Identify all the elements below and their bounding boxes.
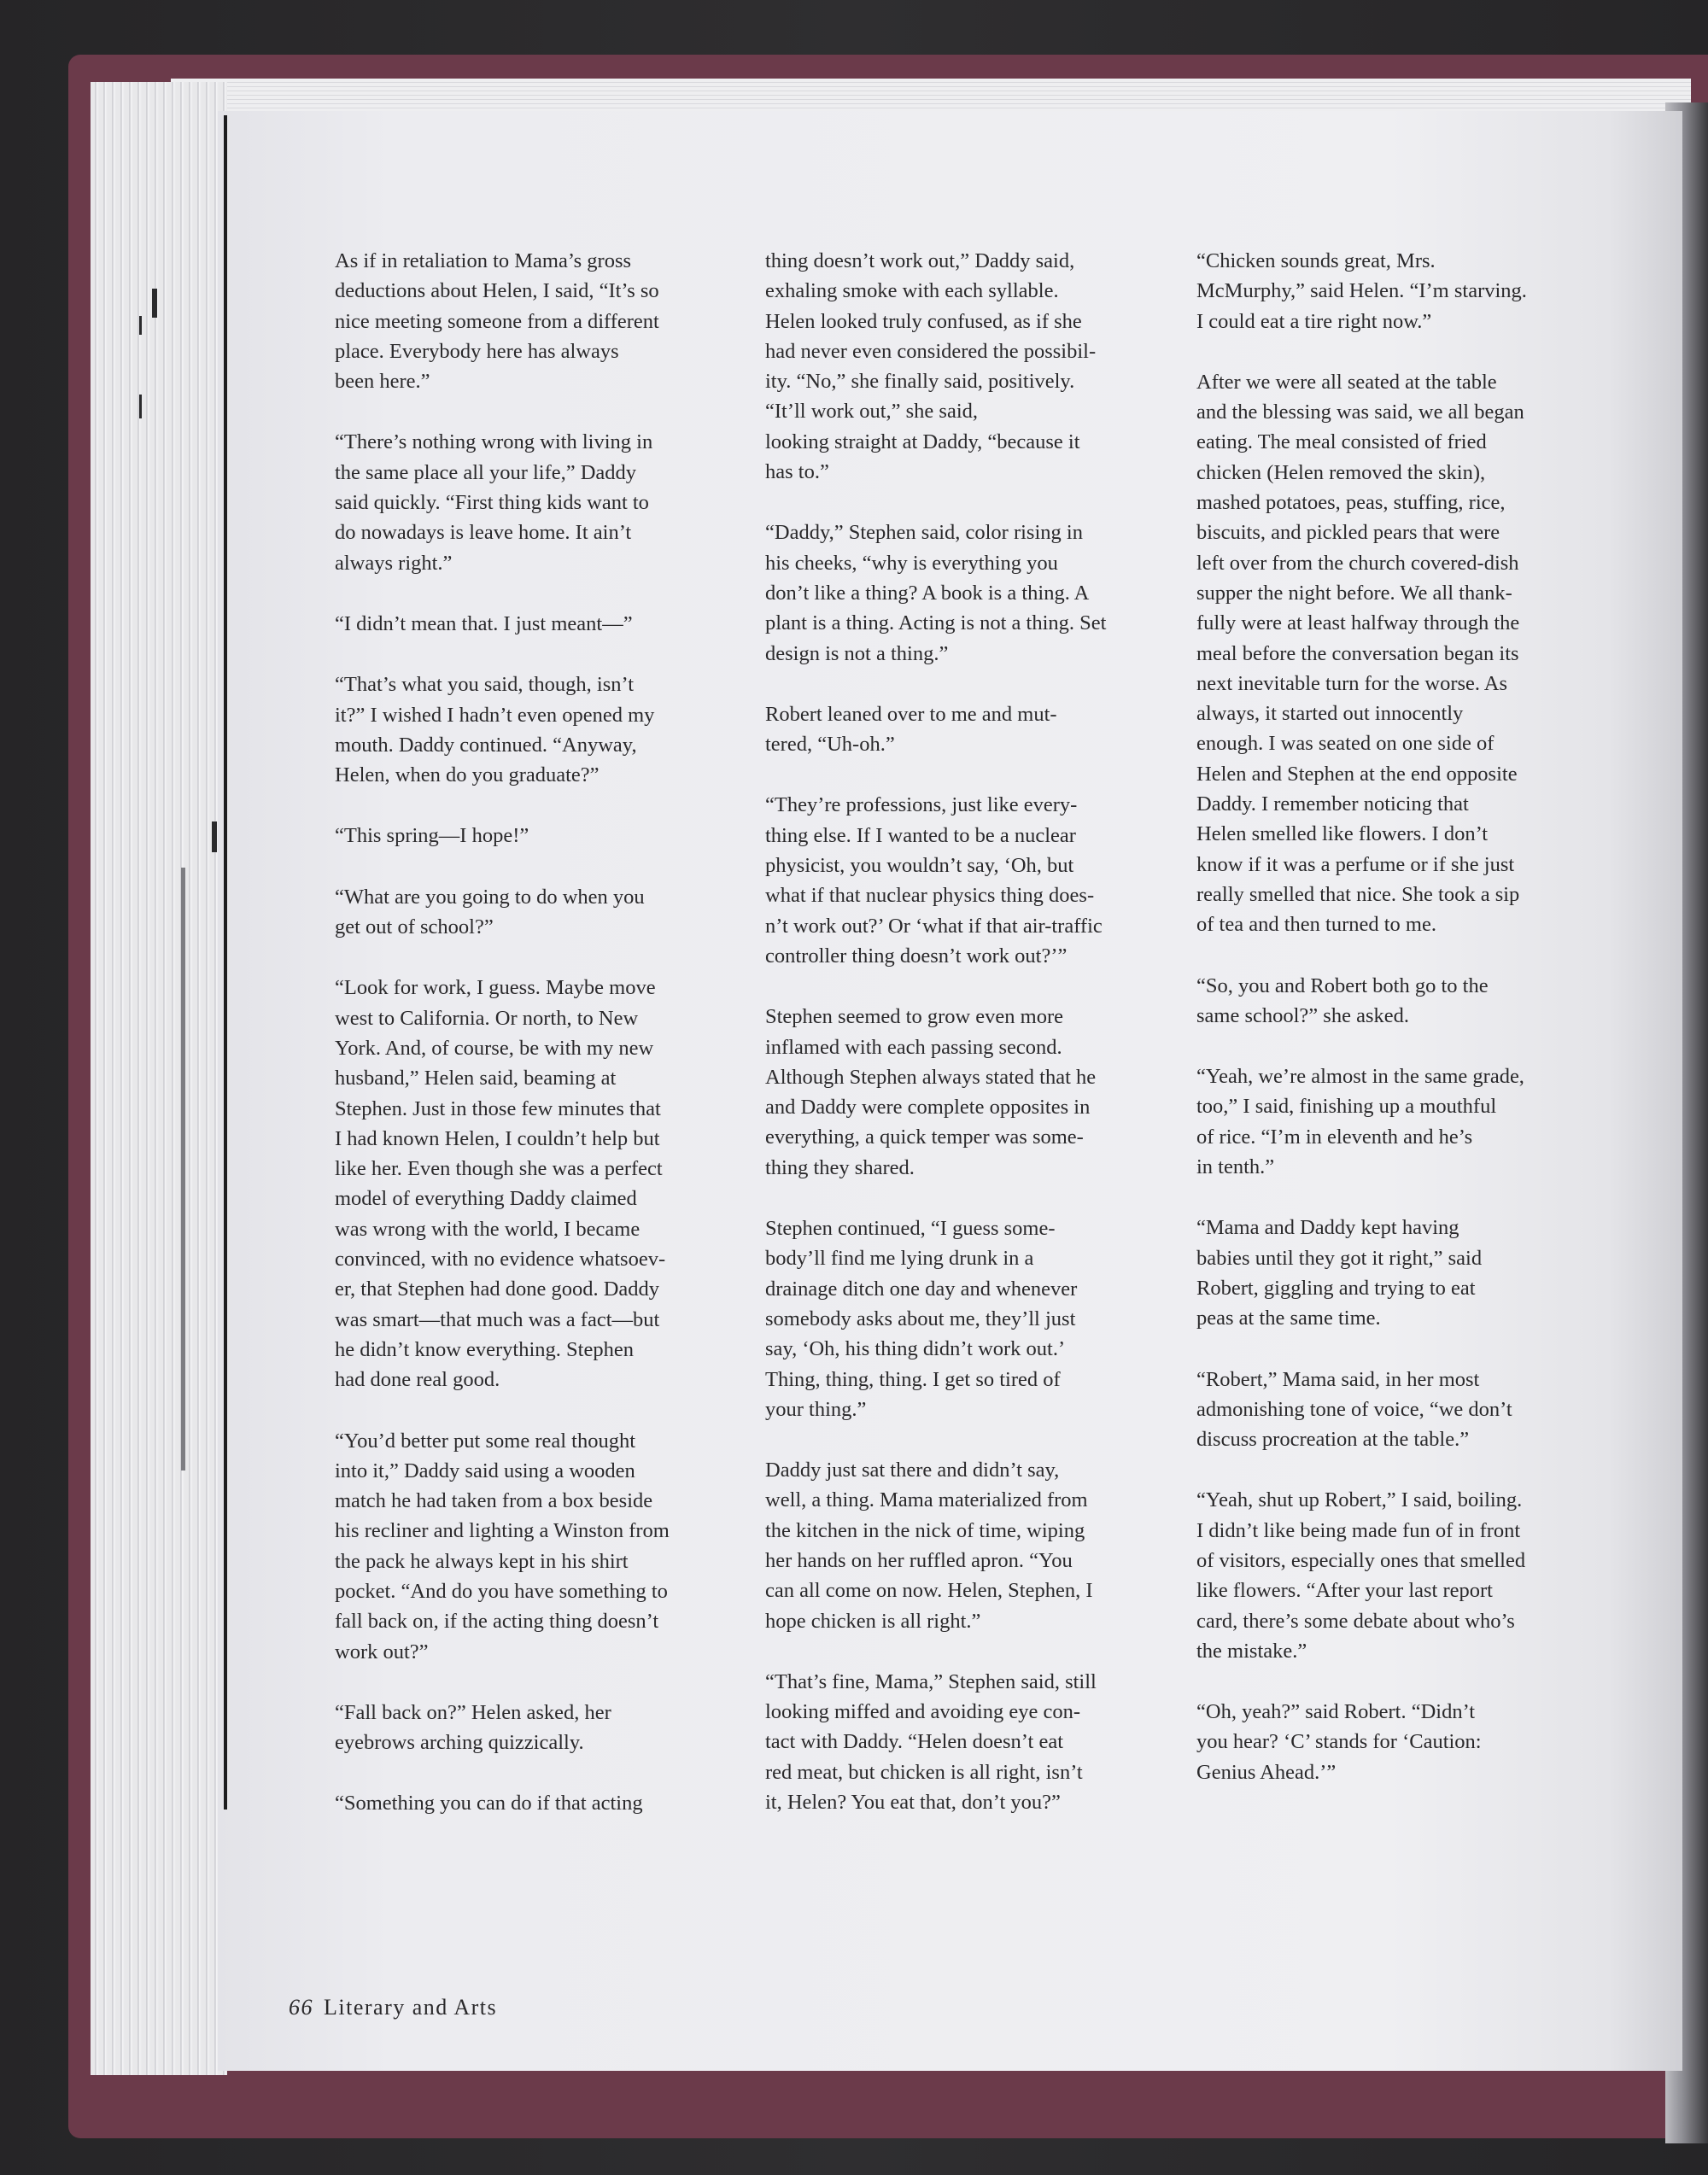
paragraph: Daddy just sat there and didn’t say, well, a thing. Mama materialized from the kitchen in the nick of time, wiping her hands on her ruffled apron. “You can all come on now. Helen, Stephen, I hope chicken is all right.”	[765, 1459, 1093, 1633]
paragraph: “Robert,” Mama said, in her most admonishing tone of voice, “we don’t discuss procreation at the table.”	[1196, 1367, 1512, 1452]
paragraph: “Something you can do if that acting	[335, 1792, 643, 1815]
paragraph: thing doesn’t work out,” Daddy said, exhaling smoke with each syllable. Helen looked truly confused, as if she had never even considered the possibil- ity. “No,” she finally said, positively. “It’ll work out,” she said, looking straight at Daddy, “because it has to.”	[765, 249, 1097, 484]
paragraph: “There’s nothing wrong with living in the same place all your life,” Daddy said quickly. “First thing kids want to do nowadays is leave home. It ain’t always right.”	[335, 430, 653, 575]
paragraph: “Oh, yeah?” said Robert. “Didn’t you hear? ‘C’ stands for ‘Caution: Genius Ahead.’”	[1196, 1700, 1482, 1784]
paragraph: “They’re professions, just like every- thing else. If I wanted to be a nuclear physicist, you wouldn’t say, ‘Oh, but what if that nuclear physics thing does- n’t work out?’ Or ‘what if that air-traffic controller thing doesn’t work out?’”	[765, 793, 1103, 968]
paragraph: Stephen seemed to grow even more inflamed with each passing second. Although Stephen always stated that he and Daddy were complete opposites in everything, a quick temper was some- thing they shared.	[765, 1005, 1097, 1179]
text-column-2	[765, 246, 1167, 1848]
paragraph: After we were all seated at the table and the blessing was said, we all began eating. The meal consisted of fried chicken (Helen removed the skin), mashed potatoes, peas, stuffing, rice, biscuits, and pickled pears that were left over from the church covered-dish supper the night before. We all thank- fully were at least halfway through the meal before the conversation began its next inevitable turn for the worse. As always, it started out innocently enough. I was seated on one side of Helen and Stephen at the end opposite Daddy. I remember noticing that Helen smelled like flowers. I don’t know if it was a perfume or if she just really smelled that nice. She took a sip of tea and then turned to me.	[1196, 370, 1524, 937]
paragraph: Stephen continued, “I guess some- body’ll find me lying drunk in a drainage ditch one day and whenever somebody asks about me, they’ll just say, ‘Oh, his thing didn’t work out.’ Thing, thing, thing. I get so tired of your thing.”	[765, 1217, 1078, 1421]
paragraph: “What are you going to do when you get out of school?”	[335, 885, 645, 939]
paragraph: “That’s what you said, though, isn’t it?” I wished I hadn’t even opened my mouth. Daddy continued. “Anyway, Helen, when do you graduate?”	[335, 673, 655, 787]
page-number: 66	[289, 1995, 313, 2020]
margin-mark	[181, 868, 185, 1470]
text-column-1	[335, 246, 736, 1850]
paragraph: “Chicken sounds great, Mrs. McMurphy,” said Helen. “I’m starving. I could eat a tire right now.”	[1196, 249, 1527, 333]
text-column-3	[1196, 246, 1598, 1818]
paragraph: “Mama and Daddy kept having babies until they got it right,” said Robert, giggling and trying to eat peas at the same time.	[1196, 1216, 1483, 1330]
paragraph: As if in retaliation to Mama’s gross deductions about Helen, I said, “It’s so nice meeting someone from a different place. Everybody here has always been here.”	[335, 249, 659, 394]
section-title: Literary and Arts	[324, 1995, 498, 2020]
margin-mark	[212, 821, 217, 852]
binding-rule	[224, 115, 227, 1810]
paragraph: “This spring—I hope!”	[335, 824, 529, 848]
margin-mark	[152, 289, 157, 318]
paragraph: “Yeah, shut up Robert,” I said, boiling. I didn’t like being made fun of in front of visitors, especially ones that smelled like flowers. “After your last report card, there’s some debate about who’s the mistake.”	[1196, 1488, 1526, 1663]
paragraph: “Fall back on?” Helen asked, her eyebrows arching quizzically.	[335, 1700, 611, 1755]
page-footer	[289, 1995, 497, 2020]
paragraph: “Daddy,” Stephen said, color rising in his cheeks, “why is everything you don’t like a thing? A book is a thing. A plant is a thing. Acting is not a thing. Set design is not a thing.”	[765, 521, 1107, 665]
paragraph: “I didn’t mean that. I just meant—”	[335, 611, 633, 635]
paragraph: Robert leaned over to me and mut- tered, “Uh-oh.”	[765, 702, 1057, 757]
page-stack-edges	[91, 82, 227, 2075]
paragraph: “So, you and Robert both go to the same school?” she asked.	[1196, 973, 1489, 1027]
page-top-edges	[171, 79, 1691, 113]
margin-mark	[139, 316, 142, 335]
margin-mark	[139, 395, 142, 418]
paragraph: “That’s fine, Mama,” Stephen said, still looking miffed and avoiding eye con- tact with Daddy. “Helen doesn’t eat red meat, but chicken is all right, isn’t it, Helen? You eat that, don’t you?”	[765, 1669, 1097, 1815]
paragraph: “Look for work, I guess. Maybe move west to California. Or north, to New York. And, of course, be with my new husband,” Helen said, beaming at Stephen. Just in those few minutes that I had known Helen, I couldn’t help but like her. Even though she was a perfect model of everything Daddy claimed was wrong with the world, I became convinced, with no evidence whatsoev- er, that Stephen had done good. Daddy was smart—that much was a fact—but he didn’t know everything. Stephen had done real good.	[335, 976, 666, 1392]
paragraph: “Yeah, we’re almost in the same grade, too,” I said, finishing up a mouthful of rice. “I’m in eleventh and he’s in tenth.”	[1196, 1065, 1524, 1179]
paragraph: “You’d better put some real thought into it,” Daddy said using a wooden match he had taken from a box beside his recliner and lighting a Winston from the pack he always kept in his shirt pocket. “And do you have something to fall back on, if the acting thing doesn’t work out?”	[335, 1429, 670, 1663]
